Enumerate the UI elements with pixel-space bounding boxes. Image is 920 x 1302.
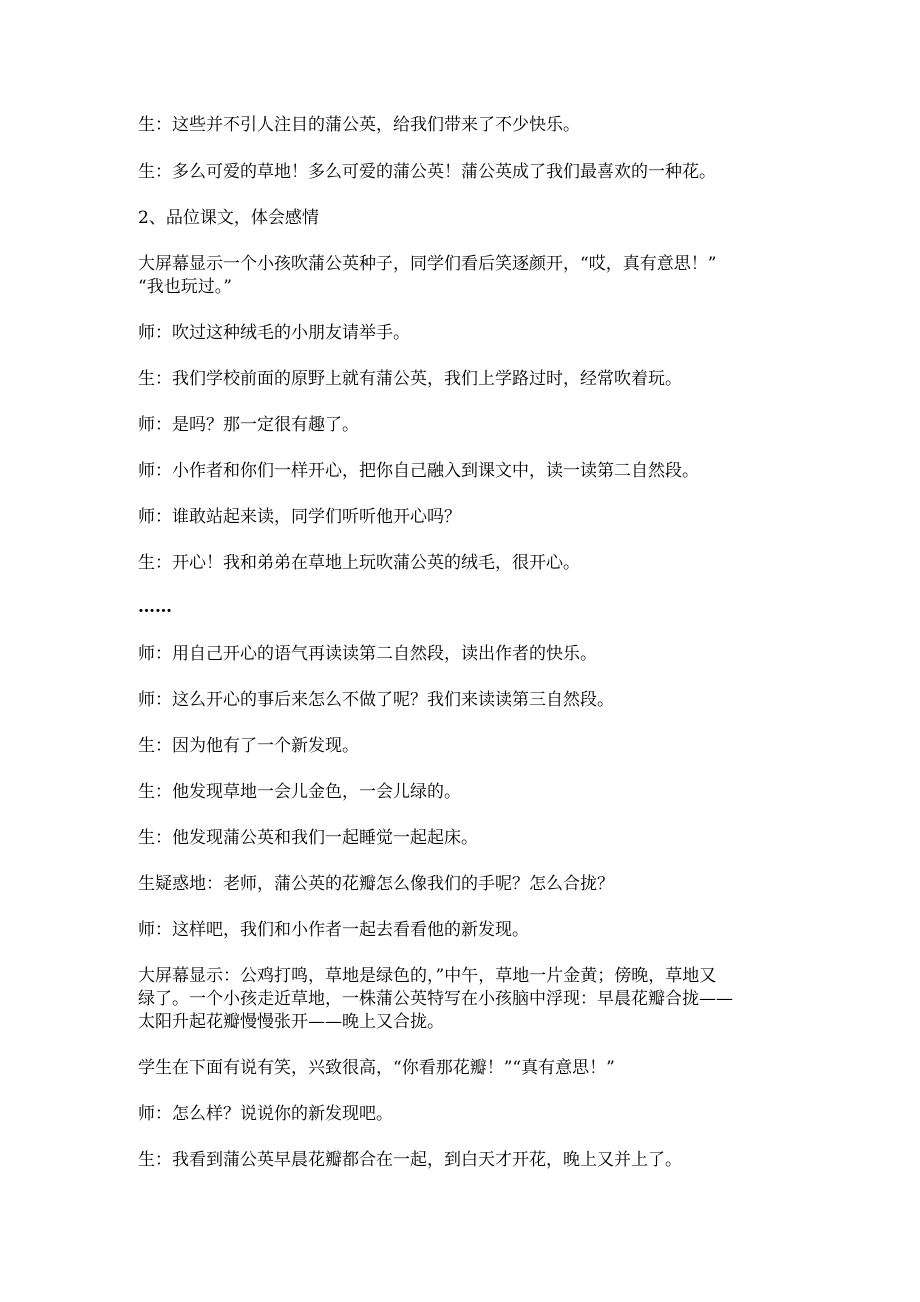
paragraph-19: 师：怎么样？说说你的新发现吧。 bbox=[138, 1104, 393, 1124]
paragraph-14: 生：他发现蒲公英和我们一起睡觉一起起床。 bbox=[138, 828, 478, 848]
paragraph-17-line-2: 绿了。一个小孩走近草地，一株蒲公英特写在小孩脑中浮现：早晨花瓣合拢—— bbox=[138, 989, 733, 1009]
paragraph-2: 生：多么可爱的草地！多么可爱的蒲公英！蒲公英成了我们最喜欢的一种花。 bbox=[138, 162, 716, 182]
paragraph-9: 生：开心！我和弟弟在草地上玩吹蒲公英的绒毛，很开心。 bbox=[138, 553, 580, 573]
section-heading: 2、品位课文，体会感情 bbox=[138, 208, 319, 228]
paragraph-6: 师：是吗？那一定很有趣了。 bbox=[138, 415, 359, 435]
paragraph-10: 师：用自己开心的语气再读读第二自然段，读出作者的快乐。 bbox=[138, 644, 597, 664]
paragraph-11: 师：这么开心的事后来怎么不做了呢？我们来读读第三自然段。 bbox=[138, 690, 614, 710]
paragraph-8: 师：谁敢站起来读，同学们听听他开心吗？ bbox=[138, 507, 461, 527]
paragraph-18: 学生在下面有说有笑，兴致很高，“你看那花瓣！”“真有意思！” bbox=[138, 1058, 615, 1078]
paragraph-5: 生：我们学校前面的原野上就有蒲公英，我们上学路过时，经常吹着玩。 bbox=[138, 369, 682, 389]
paragraph-20: 生：我看到蒲公英早晨花瓣都合在一起，到白天才开花，晚上又并上了。 bbox=[138, 1150, 682, 1170]
ellipsis: …… bbox=[138, 597, 172, 617]
paragraph-4: 师：吹过这种绒毛的小朋友请举手。 bbox=[138, 323, 410, 343]
paragraph-17-line-1: 大屏幕显示：公鸡打鸣，草地是绿色的，”中午，草地一片金黄；傍晚，草地又 bbox=[138, 966, 717, 986]
paragraph-12: 生：因为他有了一个新发现。 bbox=[138, 736, 359, 756]
paragraph-17-line-3: 太阳升起花瓣慢慢张开——晚上又合拢。 bbox=[138, 1012, 444, 1032]
paragraph-15: 生疑惑地：老师，蒲公英的花瓣怎么像我们的手呢？怎么合拢？ bbox=[138, 874, 614, 894]
paragraph-13: 生：他发现草地一会儿金色，一会儿绿的。 bbox=[138, 782, 461, 802]
paragraph-3-line-2: “我也玩过。” bbox=[138, 277, 232, 297]
paragraph-7: 师：小作者和你们一样开心，把你自己融入到课文中，读一读第二自然段。 bbox=[138, 461, 699, 481]
paragraph-1: 生：这些并不引人注目的蒲公英，给我们带来了不少快乐。 bbox=[138, 115, 580, 135]
paragraph-3-line-1: 大屏幕显示一个小孩吹蒲公英种子，同学们看后笑逐颜开，“哎，真有意思！” bbox=[138, 254, 717, 274]
paragraph-16: 师：这样吧，我们和小作者一起去看看他的新发现。 bbox=[138, 920, 529, 940]
